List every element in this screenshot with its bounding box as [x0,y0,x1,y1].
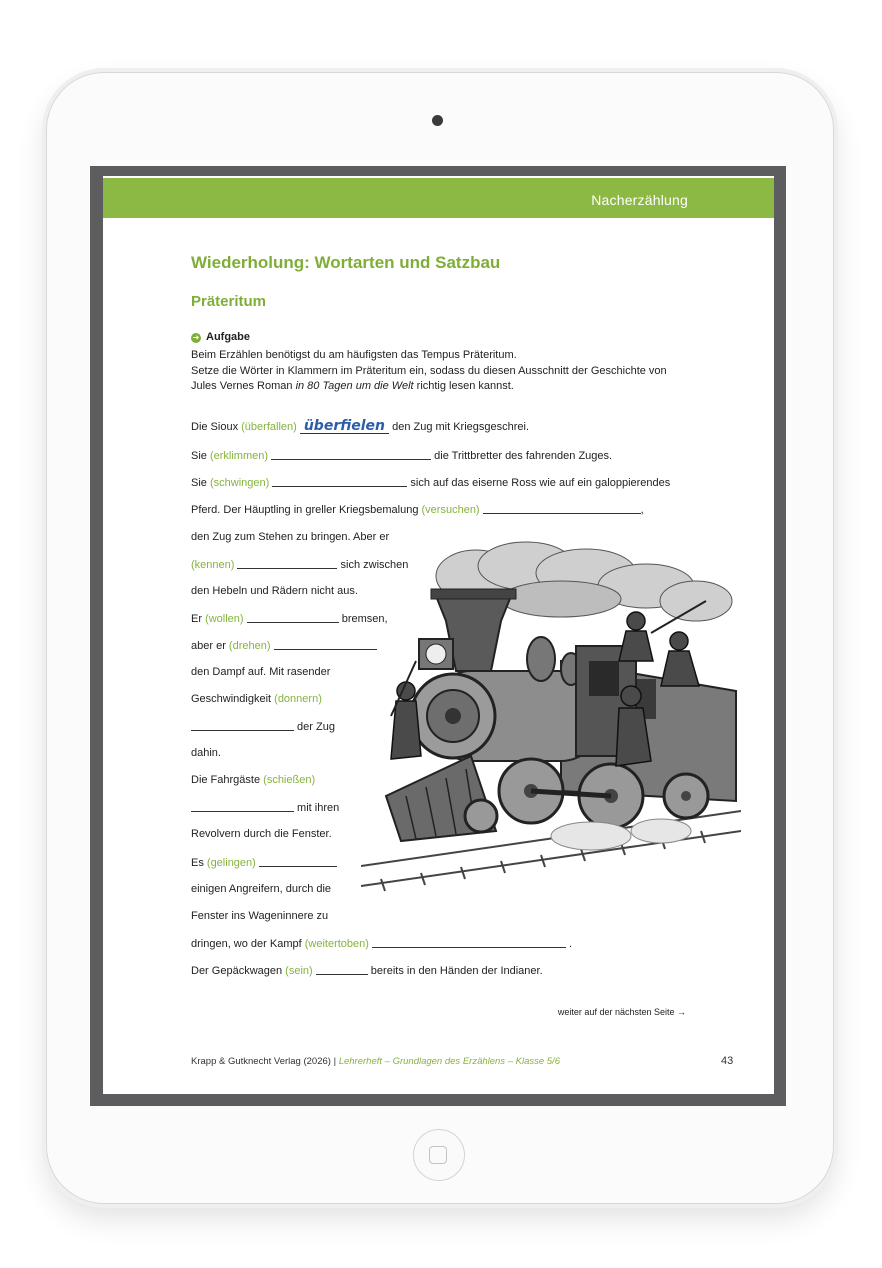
exercise-line [191,476,670,489]
publisher-text: Krapp & Gutknecht Verlag (2026) | [191,1056,339,1067]
exercise-text: aber er [191,640,229,652]
verb-prompt: (drehen) [228,640,271,652]
exercise-line [191,774,315,786]
verb-prompt: (schwingen) [209,477,270,489]
section-title: Nacherzählung [591,192,688,208]
header-band [103,178,774,218]
exercise-text: Der Gepäckwagen [191,965,286,977]
task-line [191,379,711,395]
verb-prompt: (weitertoben) [304,938,369,950]
front-camera [432,115,443,126]
exercise-line [191,856,337,869]
exercise-text: sich zwischen [337,559,409,571]
home-square-icon [429,1146,447,1164]
exercise-text: der Zug [294,721,335,733]
verb-prompt: (schießen) [263,774,316,786]
locomotive-boiler [411,589,636,761]
exercise-line: den Zug zum Stehen zu bringen. Aber er [191,531,390,543]
answer-blank[interactable] [247,612,339,623]
exercise-line [191,937,572,950]
exercise-line: Revolvern durch die Fenster. [191,828,332,840]
exercise-text: Er [191,613,206,625]
exercise-line [191,420,529,434]
exercise-line: den Dampf auf. Mit rasender [191,666,331,678]
exercise-line [191,503,644,516]
exercise-line: Fenster ins Wageninnere zu [191,910,329,922]
exercise-line: dahin. [191,747,221,759]
answer-blank[interactable] [271,449,431,460]
exercise-text: dringen, wo der Kampf [191,938,305,950]
verb-prompt: (donnern) [274,693,322,705]
answer-blank[interactable] [237,558,337,569]
arrow-circle-icon: ➜ [192,333,200,342]
book-title-footer: Lehrerheft – Grundlagen des Erzählens – Klasse 5/6 [338,1056,560,1067]
page-subheading: Präteritum [191,293,267,310]
next-page-link[interactable]: weiter auf der nächsten Seite → [557,1007,686,1017]
exercise-text: , [640,504,644,516]
footer [191,1056,560,1067]
verb-prompt: (sein) [285,965,313,977]
task-text-fragment: richtig lesen kannst. [413,380,514,392]
verb-prompt: (versuchen) [421,504,480,516]
task-line: Setze die Wörter in Klammern im Präteritum ein, sodass du diesen Ausschnitt der Geschichte von [191,364,667,377]
exercise-line [191,801,339,814]
answer-blank[interactable] [191,801,294,812]
exercise-text: mit ihren [294,802,340,814]
exercise-text: Sie [191,477,210,489]
exercise-text: sich auf das eiserne Ross wie auf ein galoppierendes [407,477,671,489]
verb-prompt: (wollen) [205,613,244,625]
locomotive-illustration [361,541,741,901]
answer-blank[interactable] [316,964,368,975]
book-title: in 80 Tagen um die Welt [295,380,414,392]
verb-prompt: (erklimmen) [209,450,269,462]
task-label-text: Aufgabe [206,331,250,343]
exercise-text: Die Sioux [191,421,242,433]
exercise-text: Es [191,857,207,869]
exercise-text: bremsen, [338,613,388,625]
task-instructions [191,348,711,395]
task-text-fragment: Jules Vernes Roman [191,380,296,392]
exercise-text: die Trittbretter des fahrenden Zuges. [431,450,613,462]
answer-blank[interactable] [483,503,641,514]
exercise-line [191,612,388,625]
exercise-line [191,639,377,652]
page-heading: Wiederholung: Wortarten und Satzbau [191,253,501,272]
exercise-line [191,964,543,977]
answer-blank[interactable] [372,937,566,948]
verb-prompt: (gelingen) [206,857,256,869]
exercise-text: . [566,938,573,950]
exercise-text: bereits in den Händen der Indianer. [367,965,543,977]
exercise-text: Pferd. Der Häuptling in greller Kriegsbemalung [191,504,422,516]
task-line: Beim Erzählen benötigst du am häufigsten das Tempus Präteritum. [191,349,517,361]
exercise-text: Geschwindigkeit [191,693,275,705]
exercise-text: Sie [191,450,210,462]
filled-answer[interactable]: überfielen [300,420,389,434]
page-number: 43 [721,1055,734,1067]
exercise-line [191,693,322,705]
exercise-line: einigen Angreifern, durch die [191,883,332,895]
task-label [191,331,250,343]
document-page [103,176,774,1094]
exercise-line: den Hebeln und Rädern nicht aus. [191,585,358,597]
verb-prompt: (überfallen) [241,421,297,433]
exercise-text: den Zug mit Kriegsgeschrei. [392,421,530,433]
exercise-line [191,720,335,733]
answer-blank[interactable] [272,476,407,487]
answer-blank[interactable] [191,720,294,731]
exercise-line [191,449,612,462]
verb-prompt: (kennen) [191,559,235,571]
exercise-text: Die Fahrgäste [191,774,264,786]
answer-blank[interactable] [259,856,337,867]
